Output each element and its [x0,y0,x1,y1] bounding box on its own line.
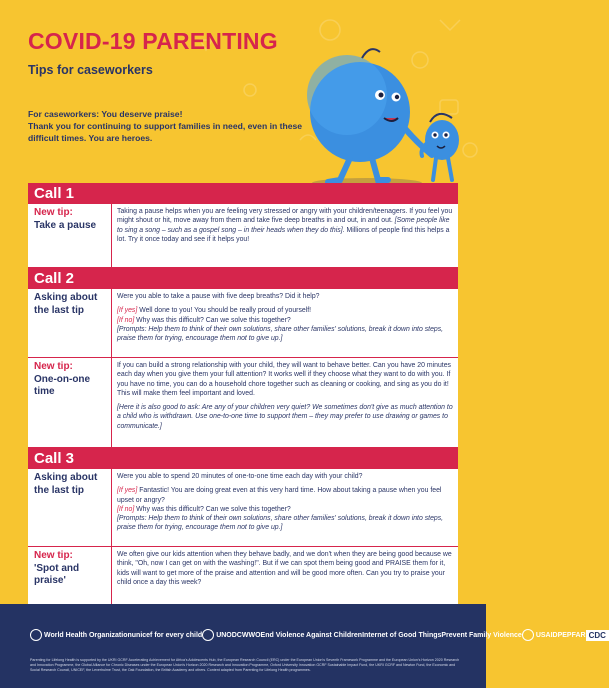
intro-line-2: Thank you for continuing to support families in need, even in these difficult times. You are heroes. [28,121,303,143]
unicef-logo: unicef for every child [131,631,203,639]
call-2-new-tip-row [28,358,458,448]
footer-band [0,604,606,688]
prevent-family-violence-logo: Prevent Family Violence [441,631,522,639]
page-subtitle: Tips for caseworkers [28,63,153,77]
internet-of-good-things-logo: Internet of Good Things [362,631,442,639]
call-2-heading: Call 2 [28,268,458,289]
pepfar-logo: PEPFAR [557,631,586,639]
call-3-new-tip-row [28,547,458,609]
new-tip-label: New tip: [34,207,73,218]
if-yes-tag: [If yes] [117,487,138,495]
row-label [28,204,112,267]
intro-line-1: For caseworkers: You deserve praise! [28,109,183,119]
footer-fine-print: Parenting for Lifelong Health is supported by the UKRI GCRF Accelerating Achievement for Africa's Adolescents Hub, the European Research Council (ERC) under the European Union's Seventh Framework Programme and the European Union's Horizon 2020 Research and Innovation Programme, the Global Alliance for Chronic Diseases under the European Union's Horizon 2020 Research and Innovation Programme, Oxford University Innovation GCRF Sustainable Impact Fund, the UKRI GCRF and Newton Fund, the Economic and Social Research Council, UNICEF, the Leverhulme Trust, the Oak Foundation, the British Academy and others. Content adapted from Parenting for Lifelong Health programmes. [30,658,460,672]
who-logo: World Health Organization [30,629,132,641]
if-yes-tag: [If yes] [117,307,138,315]
new-tip-label: New tip: [34,361,73,372]
tip-text [112,204,458,267]
cdc-logo: CDC [586,630,609,641]
tip-paragraph: If you can build a strong relationship with your child, they will want to behave better. Can you have 20 minutes each day when you give them your full attention? It works well if they choose what they want to do with you. If you have no time, you can do a household chore together such as cleaning or cooking, and sing as you do it! This will make them feel important and loved. [117,362,452,397]
prompts-text: [Prompts: Help them to think of their own solutions, share other families' solutions, break it down into steps, praise them for trying, encourage them not to give up.] [117,515,444,532]
wwo-logo: WWO [241,631,261,639]
tip-text [112,358,458,447]
tip-name: Take a pause [34,219,97,231]
if-yes-text: Fantastic! You are doing great even at this very hard time. How about taking a pause when you feel upset or angry? [117,487,442,504]
tip-name: Asking about the last tip [34,292,98,316]
prompts-text: [Prompts: Help them to think of their own solutions, share other families' solutions, break it down into steps, praise them for trying, encourage them not to give up.] [117,325,444,343]
call-1-new-tip-row [28,204,458,268]
call-1-heading: Call 1 [28,183,458,204]
tip-name: Asking about the last tip [34,472,98,496]
tip-paragraph: We often give our kids attention when they behave badly, and we don't when they are being good because we think, "Oh, now I can get on with the washing!". But if we can spot them being good and PRAISE them for it, kids will want to get more of the praise and attention and will be good more often. Can you try to praise your child once a day this week? [117,551,452,586]
followup-text [112,469,458,546]
call-3-followup-row [28,469,458,547]
tip-text [112,547,458,609]
if-no-tag: [If no] [117,505,135,513]
partner-logos [30,622,606,648]
row-label [28,358,112,447]
unodc-logo: UNODC [202,629,242,641]
new-tip-label: New tip: [34,550,73,561]
call-2-followup-row [28,289,458,358]
if-yes-text: Well done to you! You should be really proud of yourself! [137,307,312,315]
row-label [28,469,112,546]
row-label [28,289,112,357]
tip-note: [Here it is also good to ask: Are any of your children very quiet? We sometimes don't give as much attention to a child who is withdrawn. Use one-to-one time to support them – they may prefer to use drawing or games to communicate.] [117,404,453,430]
tip-name: One-on-one time [34,373,91,397]
if-no-tag: [If no] [117,316,135,324]
intro-text [28,108,328,144]
tip-text-part: Taking a pause helps when you are feeling very stressed or angry with your children/teenagers. If you feel you might shout or hit, move away from them and take five deep breaths in and out, in and out. [117,208,453,225]
parent-child-illustration [292,40,472,190]
page-title: COVID-19 PARENTING [28,28,278,54]
usaid-logo: USAID [522,629,558,641]
call-3-heading: Call 3 [28,448,458,469]
end-violence-logo: End Violence Against Children [260,631,363,639]
tip-text-italic: [Some people like to sing a song – such as a gospel song – in their heads when they do this] [117,217,450,234]
followup-question: Were you able to spend 20 minutes of one-to-one time each day with your child? [117,473,363,480]
tip-text-part: . Millions of people find this helps a lot. Try it once today and see if it helps you! [117,226,450,243]
if-no-text: Why was this difficult? Can we solve this together? [134,505,291,513]
calls-table [28,183,458,609]
followup-text [112,289,458,357]
if-no-text: Why was this difficult? Can we solve this together? [134,316,291,324]
followup-question: Were you able to take a pause with five deep breaths? Did it help? [117,293,320,300]
tip-name: 'Spot and praise' [34,562,80,586]
row-label [28,547,112,609]
